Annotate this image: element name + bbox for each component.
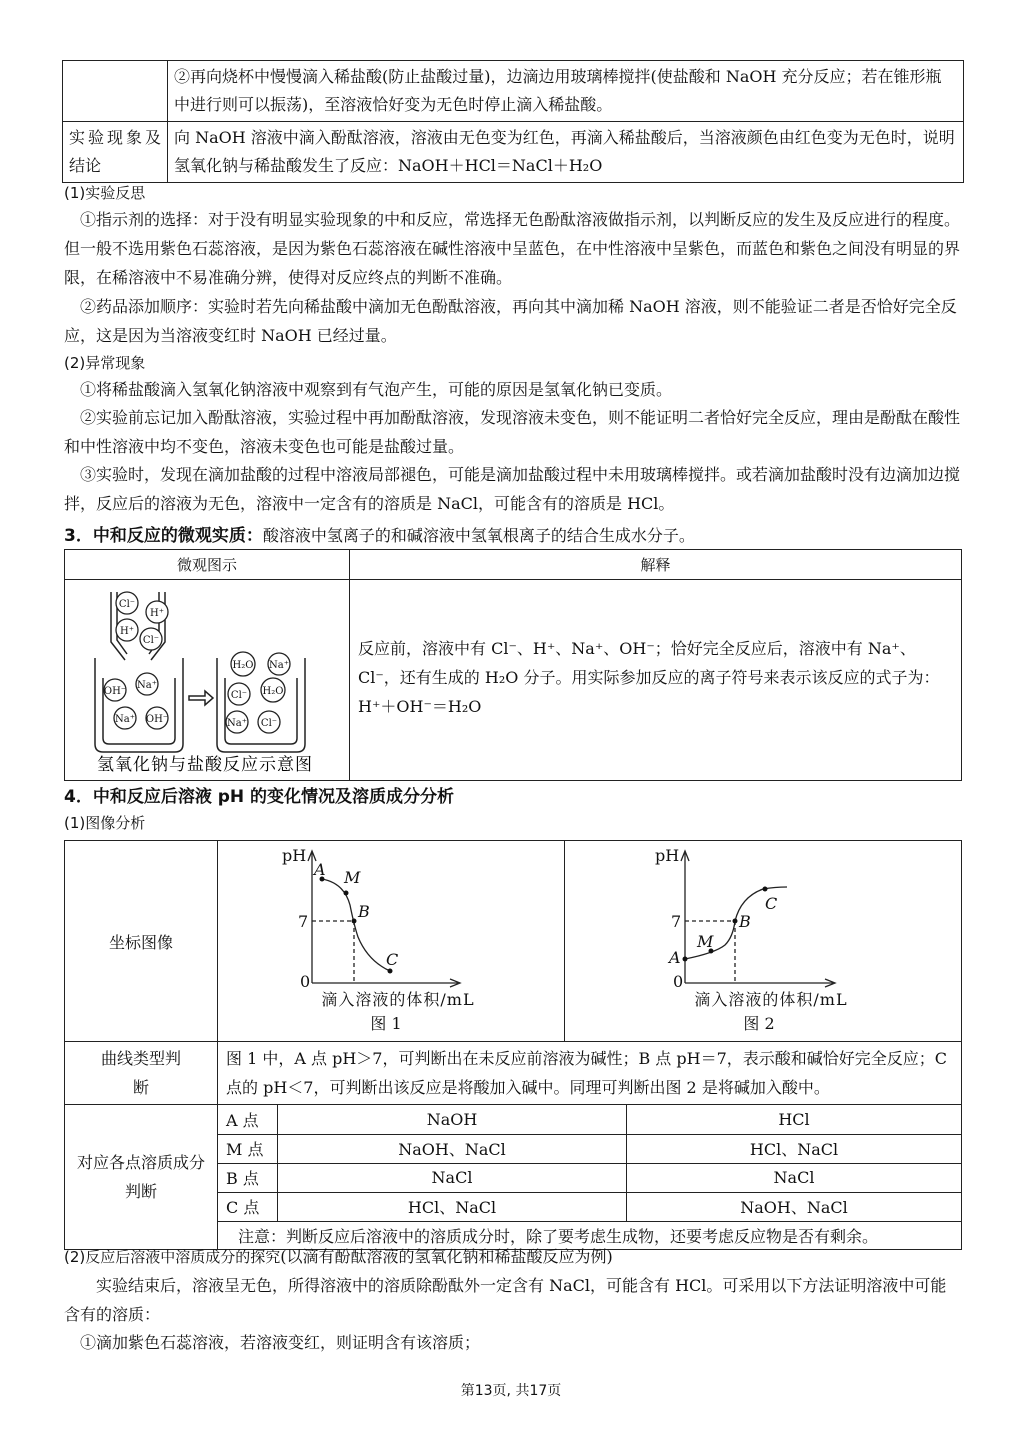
- graph2-cell: [565, 841, 962, 1042]
- row-c-fig1: HCl、NaCl: [278, 1192, 627, 1221]
- sub2-heading: (2)反应后溶液中溶质成分的探究: [64, 1248, 281, 1266]
- svg-text:OH⁻: OH⁻: [103, 686, 127, 697]
- reflection-heading: (1)实验反思: [64, 184, 146, 202]
- svg-text:7: 7: [298, 912, 309, 931]
- svg-text:H⁺: H⁺: [150, 608, 164, 619]
- svg-text:OH⁻: OH⁻: [145, 714, 169, 725]
- pt-B: [352, 919, 357, 924]
- reflection-p2: ②药品添加顺序：实验时若先向稀盐酸中滴加无色酚酞溶液，再向其中滴加稀 NaOH 溶液，则不能验证二者是否恰好完全反应，这是因为当溶液变红时 NaOH 已经过量。: [64, 297, 957, 345]
- svg-text:Cl⁻: Cl⁻: [230, 690, 248, 701]
- svg-text:滴入溶液的体积/mL: 滴入溶液的体积/mL: [321, 990, 475, 1009]
- row-m-fig2: HCl、NaCl: [627, 1134, 962, 1163]
- section4-heading: 4．中和反应后溶液 pH 的变化情况及溶质成分分析: [64, 787, 455, 807]
- section3-heading-line: [64, 521, 964, 546]
- graph1-cell: [218, 841, 565, 1042]
- abnormal-p3: ③实验时，发现在滴加盐酸的过程中溶液局部褪色，可能是滴加盐酸过程中未用玻璃棒搅拌。或若滴加盐酸时没有边滴加边搅拌，反应后的溶液为无色，溶液中一定含有的溶质是 NaCl，可能含有的溶质是 HCl。: [64, 465, 961, 513]
- abnormal-p1: ①将稀盐酸滴入氢氧化钠溶液中观察到有气泡产生，可能的原因是氢氧化钠已变质。: [80, 380, 673, 399]
- exploration-p1: 实验结束后，溶液呈无色，所得溶液中的溶质除酚酞外一定含有 NaCl，可能含有 HCl。可采用以下方法证明溶液中可能含有的溶质：: [64, 1276, 947, 1324]
- svg-text:pH: pH: [655, 846, 680, 865]
- micro-equation: H⁺＋OH⁻＝H₂O: [358, 696, 482, 716]
- svg-text:M: M: [344, 868, 361, 887]
- micro-col1: 微观图示: [65, 550, 350, 580]
- svg-text:H₂O: H₂O: [232, 660, 254, 671]
- phenomenon-label: 实验现象及结论: [63, 122, 168, 183]
- svg-text:M: M: [697, 932, 714, 951]
- svg-text:0: 0: [300, 972, 311, 991]
- micro-explain-cell: [350, 580, 962, 781]
- svg-text:Na⁺: Na⁺: [115, 714, 135, 725]
- row-pt-m: M 点: [218, 1134, 278, 1163]
- graph-label: 坐标图像: [65, 841, 218, 1042]
- svg-text:Cl⁻: Cl⁻: [118, 599, 136, 610]
- pt2-C: [763, 887, 768, 892]
- phenomenon-text: 向 NaOH 溶液中滴入酚酞溶液，溶液由无色变为红色，再滴入稀盐酸后，当溶液颜色由红色变为无色时，说明氢氧化钠与稀盐酸发生了反应：NaOH＋HCl＝NaCl＋H₂O: [168, 122, 964, 183]
- svg-text:C: C: [386, 950, 399, 969]
- note-text: 注意：判断反应后溶液中的溶质成分时，除了要考虑生成物，还要考虑反应物是否有剩余。: [218, 1221, 961, 1249]
- svg-text:B: B: [358, 902, 370, 921]
- svg-text:滴入溶液的体积/mL: 滴入溶液的体积/mL: [694, 990, 848, 1009]
- svg-text:0: 0: [673, 972, 684, 991]
- svg-text:C: C: [765, 894, 778, 913]
- micro-explain-text: 反应前，溶液中有 Cl⁻、H⁺、Na⁺、OH⁻；恰好完全反应后，溶液中有 Na⁺、Cl⁻，还有生成的 H₂O 分子。用实际参加反应的离子符号来表示该反应的式子为：: [358, 638, 940, 687]
- abnormal-heading: (2)异常现象: [64, 354, 146, 372]
- svg-text:7: 7: [671, 912, 682, 931]
- svg-text:H₂O: H₂O: [262, 686, 284, 697]
- row-b-fig2: NaCl: [627, 1163, 962, 1192]
- type-label: 曲线类型判断: [65, 1042, 218, 1105]
- svg-text:图 2: 图 2: [743, 1014, 775, 1033]
- svg-text:B: B: [739, 912, 751, 931]
- svg-text:Cl⁻: Cl⁻: [142, 635, 160, 646]
- diagram-caption: 氢氧化钠与盐酸反应示意图: [97, 755, 313, 775]
- ph-graph-1: [218, 841, 564, 1037]
- pt2-B: [733, 919, 738, 924]
- micro-col2: 解释: [350, 550, 962, 580]
- solute-grid-cell: [218, 1105, 962, 1250]
- svg-text:图 1: 图 1: [370, 1014, 402, 1033]
- solute-label: 对应各点溶质成分判断: [65, 1105, 218, 1250]
- row-c-fig2: NaOH、NaCl: [627, 1192, 962, 1221]
- empty-cell: [63, 61, 168, 122]
- svg-text:A: A: [314, 860, 326, 879]
- row-a-fig2: HCl: [778, 1109, 810, 1129]
- svg-text:Na⁺: Na⁺: [227, 718, 247, 729]
- svg-text:Na⁺: Na⁺: [269, 660, 289, 671]
- exploration-p2: ①滴加紫色石蕊溶液，若溶液变红，则证明含有该溶质；: [80, 1333, 481, 1352]
- reaction-diagram: [65, 580, 347, 776]
- svg-text:Na⁺: Na⁺: [137, 680, 157, 691]
- experiment-table: [62, 60, 964, 183]
- reflection-p1: ①指示剂的选择：对于没有明显实验现象的中和反应，常选择无色酚酞溶液做指示剂，以判断反应的发生及反应进行的程度。但一般不选用紫色石蕊溶液，是因为紫色石蕊溶液在碱性溶液中呈蓝色，在中性溶液中呈紫色，而蓝色和紫色之间没有明显的界限，在稀溶液中不易准确分辨，使得对反应终点的判断不准确。: [64, 210, 961, 287]
- row-pt-c: C 点: [218, 1192, 278, 1221]
- row-m-fig1: NaOH、NaCl: [278, 1134, 627, 1163]
- page-footer: 第13页, 共17页: [460, 1383, 562, 1399]
- pt-C: [388, 969, 393, 974]
- solute-grid: [218, 1105, 961, 1249]
- section4-sub1: (1)图像分析: [64, 814, 146, 832]
- sub2-rest: (以滴有酚酞溶液的氢氧化钠和稀盐酸反应为例): [280, 1247, 613, 1266]
- micro-table: [64, 549, 962, 781]
- abnormal-p2: ②实验前忘记加入酚酞溶液，实验过程中再加酚酞溶液，发现溶液未变色，则不能证明二者恰好完全反应，理由是酚酞在酸性和中性溶液中均不变色，溶液未变色也可能是盐酸过量。: [64, 408, 961, 456]
- step2-cell: ②再向烧杯中慢慢滴入稀盐酸(防止盐酸过量)，边滴边用玻璃棒搅拌(使盐酸和 NaOH 充分反应；若在锥形瓶中进行则可以振荡)，至溶液恰好变为无色时停止滴入稀盐酸。: [168, 61, 964, 122]
- svg-text:H⁺: H⁺: [120, 626, 134, 637]
- svg-text:A: A: [669, 948, 681, 967]
- pt-M: [344, 891, 349, 896]
- svg-text:Cl⁻: Cl⁻: [260, 718, 278, 729]
- ph-graph-2: [565, 841, 961, 1037]
- pt2-A: [683, 957, 688, 962]
- sub2-line: [64, 1244, 613, 1267]
- type-text: 图 1 中，A 点 pH＞7，可判断出在未反应前溶液为碱性；B 点 pH＝7，表示酸和碱恰好完全反应；C 点的 pH＜7，可判断出该反应是将酸加入碱中。同理可判断出图 2 是将碱加入酸中。: [218, 1042, 962, 1105]
- row-b-fig1: NaCl: [278, 1163, 627, 1192]
- section3-heading: 3．中和反应的微观实质：: [64, 526, 263, 546]
- row-pt-a: A 点: [218, 1105, 278, 1134]
- svg-text:pH: pH: [282, 846, 307, 865]
- ph-table: [64, 840, 962, 1250]
- row-pt-b: B 点: [218, 1163, 278, 1192]
- micro-diagram-cell: [65, 580, 350, 781]
- row-a-fig1: NaOH: [278, 1105, 627, 1134]
- section3-heading-rest: 酸溶液中氢离子的和碱溶液中氢氧根离子的结合生成水分子。: [262, 526, 695, 545]
